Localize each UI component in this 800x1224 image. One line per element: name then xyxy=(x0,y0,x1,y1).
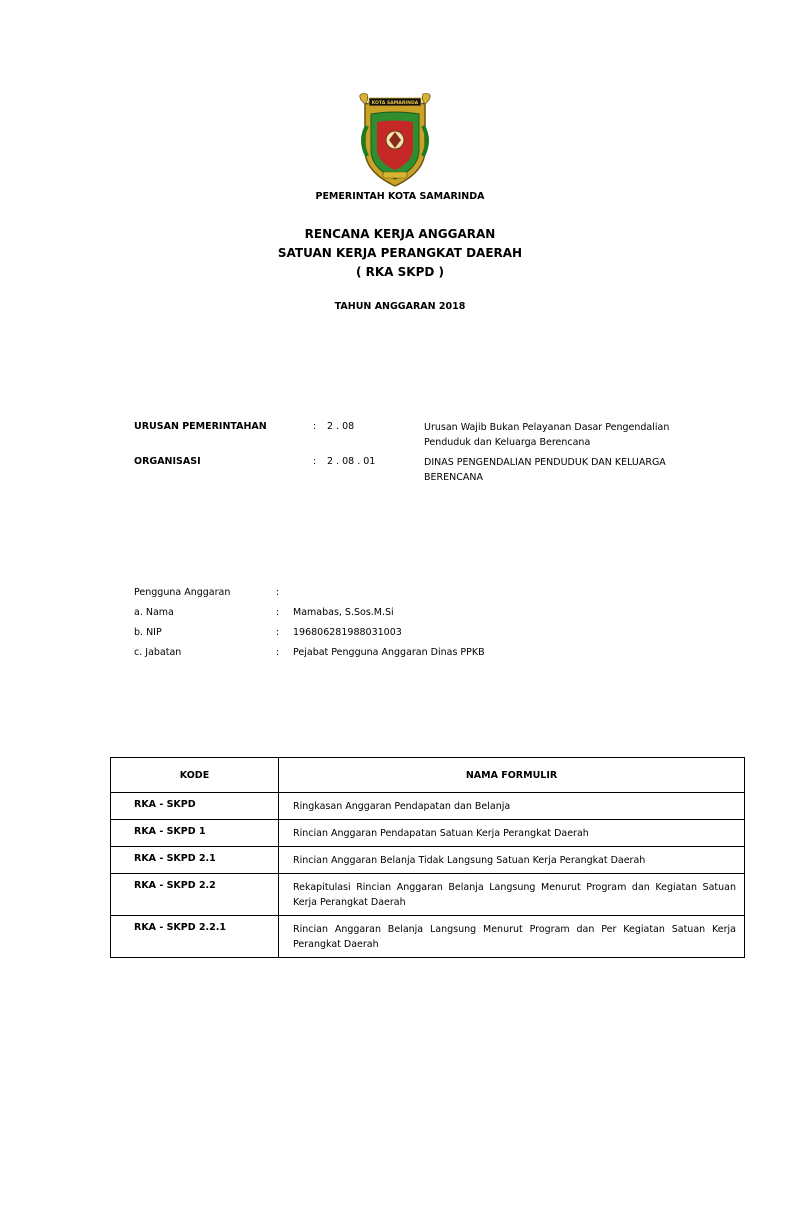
document-title-line-1: RENCANA KERJA ANGGARAN xyxy=(304,227,496,241)
nama-label: a. Nama xyxy=(134,607,174,618)
form-code: RKA - SKPD 2.2 xyxy=(111,874,279,916)
form-code: RKA - SKPD xyxy=(111,793,279,820)
form-name: Rincian Anggaran Belanja Langsung Menurut Program dan Per Kegiatan Satuan Kerja Perangkat Daerah xyxy=(279,916,745,958)
form-name: Rincian Anggaran Belanja Tidak Langsung Satuan Kerja Perangkat Daerah xyxy=(279,847,745,874)
table-row xyxy=(111,916,745,958)
form-code: RKA - SKPD 2.2.1 xyxy=(111,916,279,958)
form-code: RKA - SKPD 1 xyxy=(111,820,279,847)
jabatan-value: Pejabat Pengguna Anggaran Dinas PPKB xyxy=(293,647,485,658)
urusan-colon: : xyxy=(313,421,317,432)
pengguna-anggaran-heading: Pengguna Anggaran xyxy=(134,587,231,598)
svg-text:KOTA SAMARINDA: KOTA SAMARINDA xyxy=(371,101,419,107)
city-emblem-logo xyxy=(355,90,435,190)
table-row xyxy=(111,874,745,916)
form-code: RKA - SKPD 2.1 xyxy=(111,847,279,874)
organisasi-code: 2 . 08 . 01 xyxy=(327,456,376,467)
form-name: Rincian Anggaran Pendapatan Satuan Kerja Perangkat Daerah xyxy=(279,820,745,847)
form-name: Ringkasan Anggaran Pendapatan dan Belanja xyxy=(279,793,745,820)
organisasi-description: DINAS PENGENDALIAN PENDUDUK DAN KELUARGA BERENCANA xyxy=(424,457,666,483)
table-row xyxy=(111,820,745,847)
urusan-description: Urusan Wajib Bukan Pelayanan Dasar Pengendalian Penduduk dan Keluarga Berencana xyxy=(424,422,670,448)
nip-colon: : xyxy=(276,627,280,638)
column-header-form-name: NAMA FORMULIR xyxy=(279,758,745,793)
pengguna-anggaran-colon: : xyxy=(276,587,280,598)
nama-colon: : xyxy=(276,607,280,618)
form-name: Rekapitulasi Rincian Anggaran Belanja Langsung Menurut Program dan Kegiatan Satuan Kerja Perangkat Daerah xyxy=(279,874,745,916)
urusan-label: URUSAN PEMERINTAHAN xyxy=(134,421,267,432)
table-row xyxy=(111,793,745,820)
document-title-line-2: SATUAN KERJA PERANGKAT DAERAH xyxy=(277,246,523,260)
urusan-code: 2 . 08 xyxy=(327,421,355,432)
jabatan-colon: : xyxy=(276,647,280,658)
forms-table xyxy=(110,757,745,958)
government-name: PEMERINTAH KOTA SAMARINDA xyxy=(315,191,485,202)
nip-value: 196806281988031003 xyxy=(293,627,402,638)
fiscal-year: TAHUN ANGGARAN 2018 xyxy=(334,301,466,312)
organisasi-label: ORGANISASI xyxy=(134,456,201,467)
column-header-code: KODE xyxy=(111,758,279,793)
document-title-line-3: ( RKA SKPD ) xyxy=(355,265,445,279)
jabatan-label: c. Jabatan xyxy=(134,647,182,658)
nip-label: b. NIP xyxy=(134,627,162,638)
table-header-row xyxy=(111,758,745,793)
table-row xyxy=(111,847,745,874)
organisasi-colon: : xyxy=(313,456,317,467)
nama-value: Mamabas, S.Sos.M.Si xyxy=(293,607,394,618)
